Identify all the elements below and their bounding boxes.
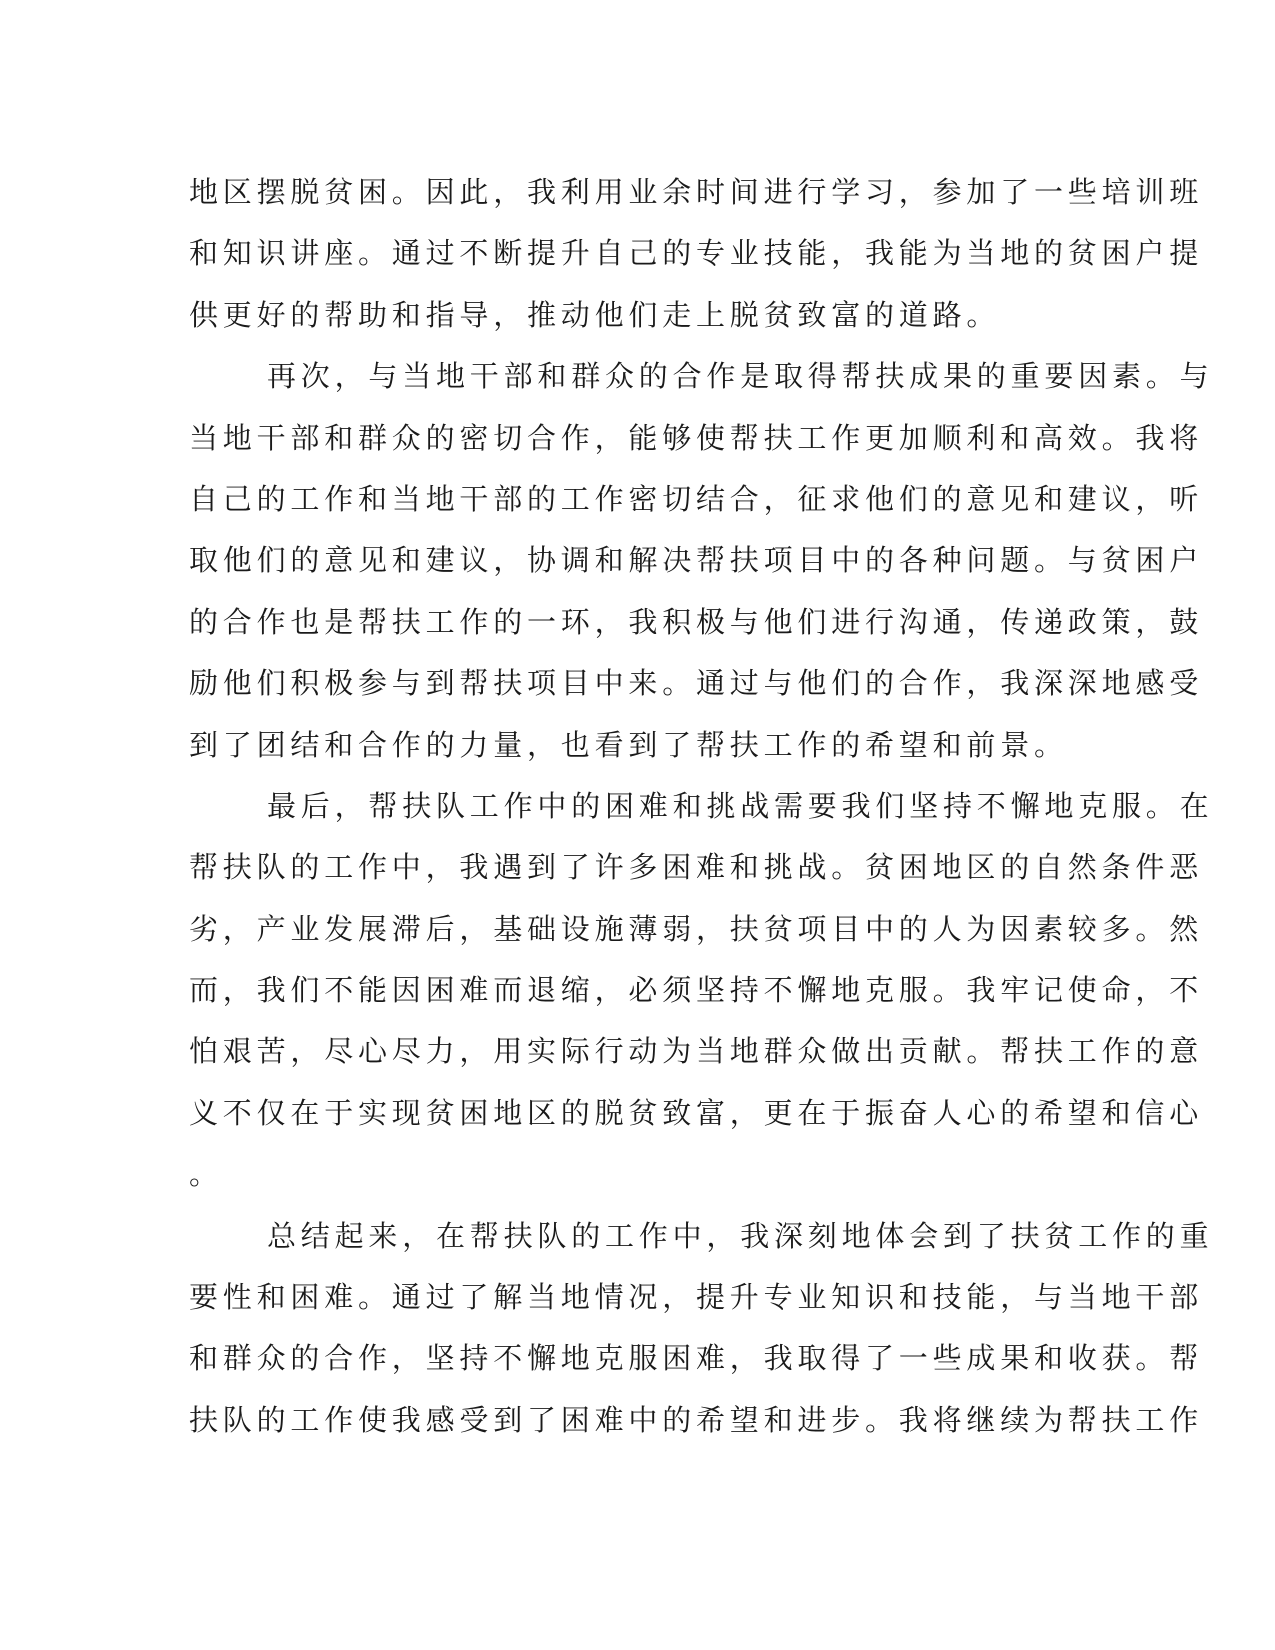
text-line: 和知识讲座。通过不断提升自己的专业技能，我能为当地的贫困户提: [189, 236, 1204, 271]
paragraph-start-line: 总结起来，在帮扶队的工作中，我深刻地体会到了扶贫工作的重: [267, 1218, 1214, 1253]
paragraph-start-line: 最后，帮扶队工作中的困难和挑战需要我们坚持不懈地克服。在: [267, 788, 1214, 823]
text-line: 帮扶队的工作中，我遇到了许多困难和挑战。贫困地区的自然条件恶: [189, 850, 1204, 885]
text-line: 励他们积极参与到帮扶项目中来。通过与他们的合作，我深深地感受: [189, 666, 1204, 701]
text-line: 取他们的意见和建议，协调和解决帮扶项目中的各种问题。与贫困户: [189, 543, 1204, 578]
text-line: 义不仅在于实现贫困地区的脱贫致富，更在于振奋人心的希望和信心: [189, 1095, 1204, 1130]
text-line: 要性和困难。通过了解当地情况，提升专业知识和技能，与当地干部: [189, 1280, 1204, 1315]
text-line: 地区摆脱贫困。因此，我利用业余时间进行学习，参加了一些培训班: [189, 175, 1204, 209]
document-body: [189, 162, 1214, 1451]
text-line: 的合作也是帮扶工作的一环，我积极与他们进行沟通，传递政策，鼓: [189, 604, 1204, 639]
text-line: 劣，产业发展滞后，基础设施薄弱，扶贫项目中的人为因素较多。然: [189, 911, 1204, 946]
text-line: 自己的工作和当地干部的工作密切结合，征求他们的意见和建议，听: [189, 481, 1204, 516]
text-line: 怕艰苦，尽心尽力，用实际行动为当地群众做出贡献。帮扶工作的意: [189, 1034, 1204, 1069]
text-line: 供更好的帮助和指导，推动他们走上脱贫致富的道路。: [189, 297, 1001, 332]
paragraph-start-line: 再次，与当地干部和群众的合作是取得帮扶成果的重要因素。与: [267, 359, 1214, 394]
text-line: 和群众的合作，坚持不懈地克服困难，我取得了一些成果和收获。帮: [189, 1341, 1204, 1376]
text-line: 扶队的工作使我感受到了困难中的希望和进步。我将继续为帮扶工作: [189, 1402, 1204, 1437]
text-line: 当地干部和群众的密切合作，能够使帮扶工作更加顺利和高效。我将: [189, 420, 1204, 455]
text-line: 而，我们不能因困难而退缩，必须坚持不懈地克服。我牢记使命，不: [189, 973, 1204, 1008]
text-line: 到了团结和合作的力量，也看到了帮扶工作的希望和前景。: [189, 727, 1068, 762]
text-line: 。: [189, 1157, 223, 1192]
